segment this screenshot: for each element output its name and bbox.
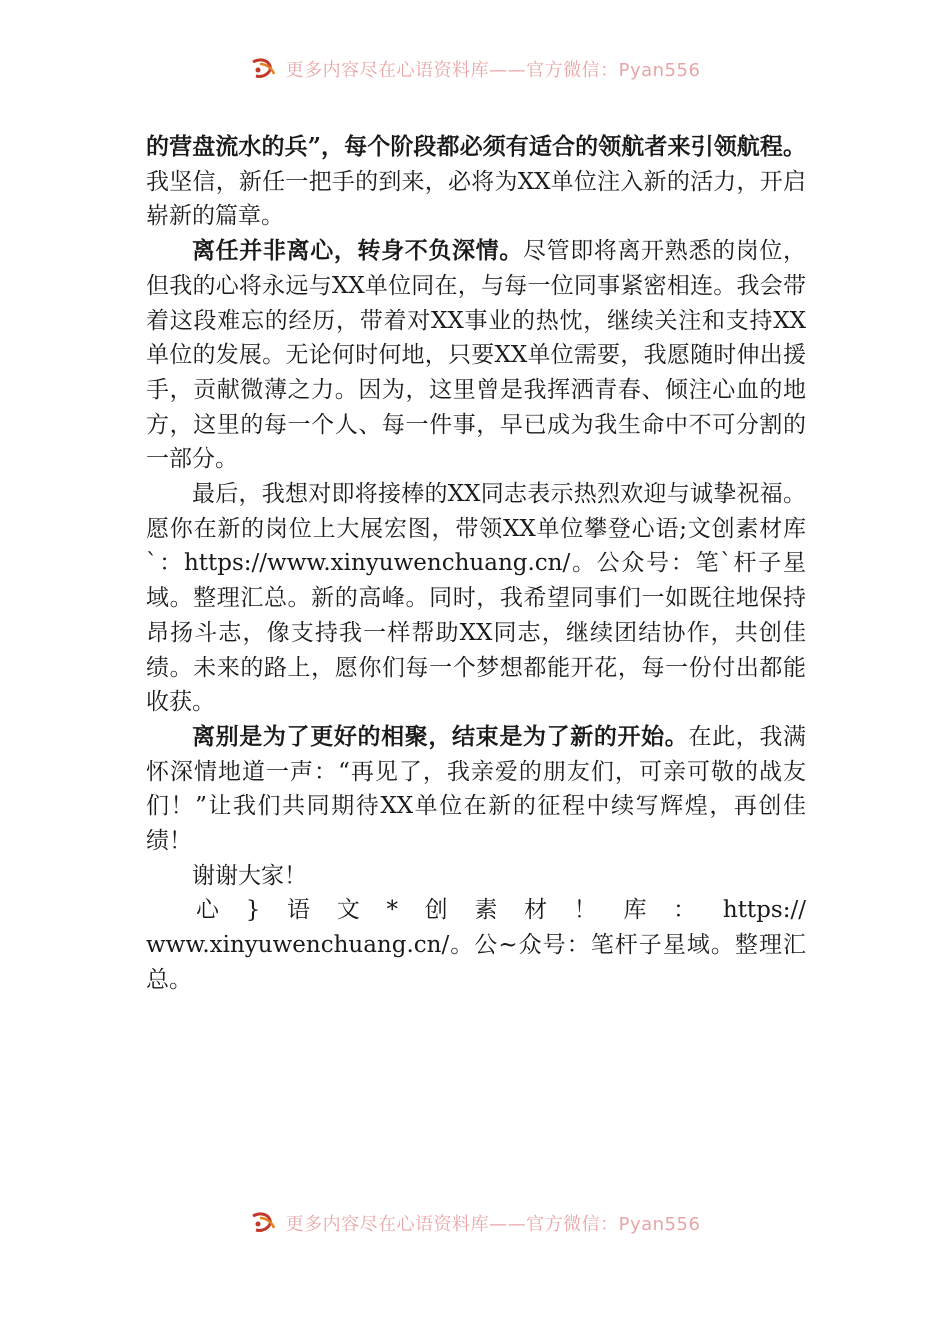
p6-char: ： (673, 897, 697, 924)
paragraph-5 (146, 859, 806, 894)
header-banner-text: 更多内容尽在心语资料库——官方微信：Pyan556 (285, 60, 701, 81)
paragraph-2 (146, 234, 806, 477)
p6-char: 库 (623, 897, 647, 924)
p6-char: 素 (474, 897, 498, 924)
paragraph-2-bold: 离任并非离心，转身不负深情。 (192, 237, 523, 265)
paragraph-2-text: 尽管即将离开熟悉的岗位，但我的心将永远与XX单位同在，与每一位同事紧密相连。我会带着这段难忘的经历，带着对XX事业的热忱，继续关注和支持XX单位的发展。无论何时何地，只要XX单位需要，我愿随时伸出援手，贡献微薄之力。因为，这里曾是我挥洒青春、倾注心血的地方，这里的每一个人、每一件事，早已成为我生命中不可分割的一部分。 (146, 238, 807, 473)
p6-char: 心 (196, 897, 219, 924)
paragraph-1-bold: 的营盘流水的兵”，每个阶段都必须有适合的领航者来引领航程。 (146, 133, 806, 160)
logo-icon (250, 58, 278, 80)
paragraph-3-text: 最后，我想对即将接棒的XX同志表示热烈欢迎与诚挚祝福。愿你在新的岗位上大展宏图，带领XX单位攀登心语;文创素材库`：https://www.xinyuwenchuang.cn/。公众号：笔`杆子星域。整理汇总。新的高峰。同时，我希望同事们一如既往地保持昂扬斗志，像支持我一样帮助XX同志，继续团结协作，共创佳绩。未来的路上，愿你们每一个梦想都能开花，每一份付出都能收获。 (146, 481, 806, 716)
p6-char: ！ (573, 897, 597, 924)
p6-char: 创 (424, 897, 448, 924)
p6-char: } (245, 897, 261, 924)
paragraph-1-text: 我坚信，新任一把手的到来，必将为XX单位注入新的活力，开启崭新的篇章。 (146, 168, 806, 230)
document-body (146, 130, 806, 998)
footer-banner (0, 1206, 950, 1240)
paragraph-1 (146, 130, 806, 234)
logo-icon (250, 1212, 278, 1234)
p6-char: 材 (524, 897, 548, 924)
paragraph-3 (146, 477, 806, 720)
header-banner (0, 52, 950, 86)
paragraph-6-first-line (146, 893, 806, 928)
p6-char: * (386, 897, 398, 924)
p6-char: 文 (336, 897, 360, 924)
paragraph-5-text: 谢谢大家！ (192, 862, 307, 889)
paragraph-4-bold: 离别是为了更好的相聚，结束是为了新的开始。 (192, 722, 689, 750)
p6-char: https:// (722, 897, 806, 924)
footer-banner-text: 更多内容尽在心语资料库——官方微信：Pyan556 (285, 1214, 701, 1235)
paragraph-6-text: www.xinyuwenchuang.cn/。公~众号：笔杆子星域。整理汇总。 (146, 932, 806, 993)
paragraph-4 (146, 720, 806, 859)
paragraph-4-text: 在此，我满怀深情地道一声：“再见了，我亲爱的朋友们，可亲可敬的战友们！”让我们共同期待XX单位在新的征程中续写辉煌，再创佳绩！ (146, 723, 807, 855)
paragraph-6-rest (146, 928, 806, 997)
p6-char: 语 (287, 897, 311, 924)
